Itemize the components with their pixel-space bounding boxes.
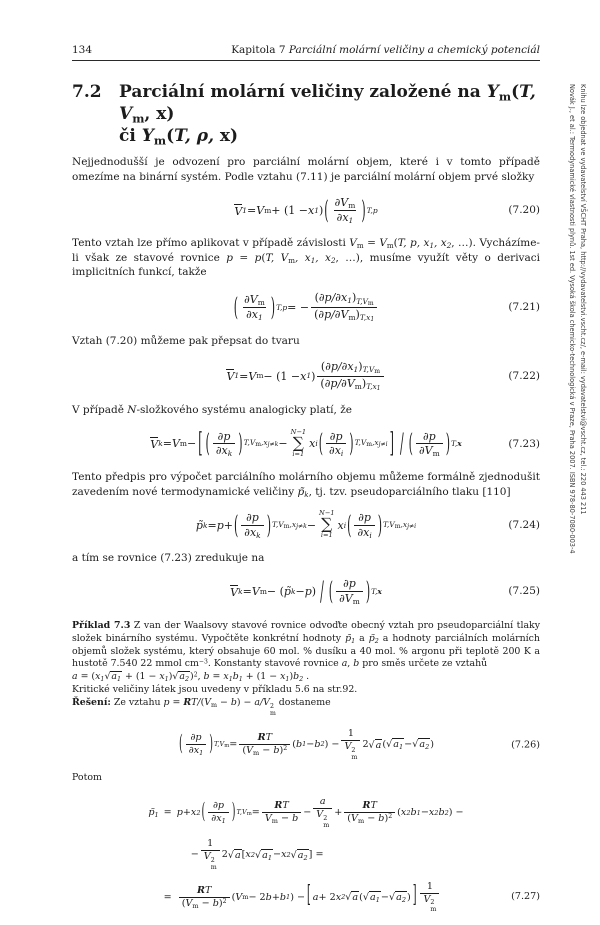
- equation-7-23: V k = V m − [ ( $\frac{\partial p}{\partial x_k}$ ) T,Vm,xj≠k − N−1 ∑ i=1 x i ( $\frac{\partial p}{\partial x_i}$ ) T,Vm,xj≠i ] / ( $\frac{\partial p}{\partial V_m}$ ) T,x (7.23): [150, 427, 540, 461]
- eq-row2-rhs: − 1 V 2 m 2 √a [ x 2 $√a_1$ − x 2 $√a_2$ ] =: [190, 838, 324, 871]
- chapter-header: [231, 44, 540, 56]
- example-critical-note: Kritické veličiny látek jsou uvedeny v příkladu 5.6 na str.92.: [72, 684, 358, 696]
- section-heading: [72, 81, 540, 147]
- equation-7-21: ( $\frac{\partial V_m}{\partial x_1}$ ) T,p = − $\frac{(\partial p/\partial x_1)_{T,Vm}}{(\partial p/\partial V_m)_{T,x1}}$ (7.21): [233, 291, 540, 324]
- equation-7-26: ( $\frac{\partial p}{\partial x_1}$ ) T,Vm = $\frac{RT}{(V_m - b)^2}$ ( b 1 − b 2 ) − 1 V 2 m 2 √a ( $√a_1$ − $√a_2$ ) (7.26): [179, 728, 540, 761]
- eq-row1-relation: =: [163, 807, 172, 819]
- paragraph-rewrite: Vztah (7.20) můžeme pak přepsat do tvaru: [72, 335, 300, 348]
- equation-tag: (7.26): [511, 739, 540, 751]
- paragraph-n-component: V případě N-složkového systému analogicky platí, že: [72, 404, 352, 417]
- eq-row3-relation: =: [163, 891, 172, 903]
- edge-credit-citation-line: Novák J., et al.: Termodynamické vlastnosti plynů. 1st ed. Vysoká škola chemicko-technologická v Praze, Praha 2007. ISBN 978-80-7080-003-4: [567, 84, 576, 554]
- section-title: [119, 81, 540, 147]
- equation-tag: (7.23): [508, 437, 540, 450]
- section-title-line1: Parciální molární veličiny založené na $Y_m(T$, $V_m$, x): [119, 82, 536, 126]
- example-7-3-block: [72, 620, 540, 718]
- equation-tag: (7.21): [508, 301, 540, 314]
- paragraph-implicit-functions: Tento vztah lze přímo aplikovat v případě závislosti $V_m = V_m(T$, p, $x_1$, $x_2$, …). Vycházíme-li však ze stavové rovnice p = p(T, $V_m$, $x_1$, $x_2$, …), musíme využít věty o derivaci implicitních funkcí, takže: [72, 236, 540, 279]
- example-solution-intro: Řešení: Ze vztahu $p = RT/(V_m - b) - a/V$ 2 m dostaneme: [72, 697, 331, 717]
- equation-7-24: p̃ k = p + ( $\frac{\partial p}{\partial x_k}$ ) T,Vm,xj≠k − N−1 ∑ i=1 x i ( $\frac{\partial p}{\partial x_i}$ ) T,Vm,xj≠i (7.24): [195, 509, 540, 541]
- page-number: 134: [72, 44, 93, 56]
- section-number: 7.2: [72, 82, 102, 102]
- section-title-line2: či $Y_m(T$, ρ, x): [119, 126, 239, 148]
- running-header: [72, 44, 540, 61]
- paragraph-intro: Nejjednodušší je odvození pro parciální molární objem, které i v tomto případě omezíme na binární systém. Podle vztahu (7.11) je parciální molární objem prvé složky: [72, 156, 540, 184]
- equation-tag: (7.22): [508, 370, 540, 383]
- chapter-label: Kapitola 7: [231, 44, 286, 56]
- chapter-title: Parciální molární veličiny a chemický potenciál: [288, 44, 540, 56]
- eq-row1-lhs: $p̃_1$: [148, 807, 159, 820]
- aligned-equation-rows: [148, 796, 463, 913]
- equation-tag: (7.20): [508, 204, 540, 217]
- equation-tag: (7.25): [508, 585, 540, 598]
- equation-7-25: V k = V m − ( p̃ k − p ) / ( $\frac{\partial p}{\partial V_m}$ ) T,x (7.25): [230, 575, 540, 608]
- edge-credit-order-line: Knihu lze objednat ve vydavatelství VŠCHT Praha, http://vydavatelstvi.vscht.cz/, e-mail: vydavatelstvi@vscht.cz, tel.: 220 443 211: [579, 84, 587, 515]
- paragraph-pseudopartial: Tento předpis pro výpočet parciálního molárního objemu můžeme formálně zjednodušit zavedením nové termodynamické veličiny $p̃_k$, tj. tzv. pseudoparciálního tlaku [110]: [72, 470, 540, 499]
- equation-tag: (7.24): [508, 519, 540, 532]
- eq-row1-rhs: p + x 2 ( $\frac{\partial p}{\partial x_1}$ ) T,Vm = $\frac{RT}{V_m - b}$ − a V 2 m + $\frac{RT}{(V_m - b)^2}$ ( x 2 b 1 − x 2 b 2 ) −: [176, 796, 464, 829]
- equation-7-22: V 1 = V m − (1 − x 1 ) $\frac{(\partial p/\partial x_1)_{T,Vm}}{(\partial p/\partial V_m)_{T,x1}}$ (7.22): [226, 360, 540, 392]
- equation-7-27: [72, 796, 540, 913]
- equation-7-20: V 1 = V m + (1 − x 1 ) ( $\frac{\partial V_m}{\partial x_1}$ ) T,p (7.20): [234, 195, 540, 226]
- example-statement: Příklad 7.3 Z van der Waalsovy stavové rovnice odvoďte obecný vztah pro pseudoparciální tlaky složek binárního systému. Vypočtěte konkrétní hodnoty $p̃_1$ a $p̃_2$ a hodnoty parciálních molárních objemů složek systému, který obsahuje 60 mol. % dusíku a 40 mol. % argonu při teplotě 200 K a hustotě 7.540 22 mmol $cm^{-3}$. Konstanty stavové rovnice a, b pro směs určete ze vztahů: [72, 619, 541, 670]
- edge-credit-text: [566, 84, 588, 608]
- example-mixing-rules: $a = (x_1√a_1 + (1 - x_1)√a_2)^2$, $b = x_1b_1 + (1 - x_1)b_2$ .: [72, 671, 310, 684]
- page-content: [72, 44, 540, 925]
- paragraph-potom: Potom: [72, 772, 102, 784]
- equation-tag: (7.27): [511, 890, 540, 902]
- paragraph-reduces-to: a tím se rovnice (7.23) zredukuje na: [72, 552, 265, 565]
- eq-row3-rhs: $\frac{RT}{(V_m - b)^2}$ ( V m − 2 b + b 1 ) − [ a + 2 x 2 √a ( $√a_1$ − $√a_2$ ) ] 1 V 2 m: [177, 881, 464, 914]
